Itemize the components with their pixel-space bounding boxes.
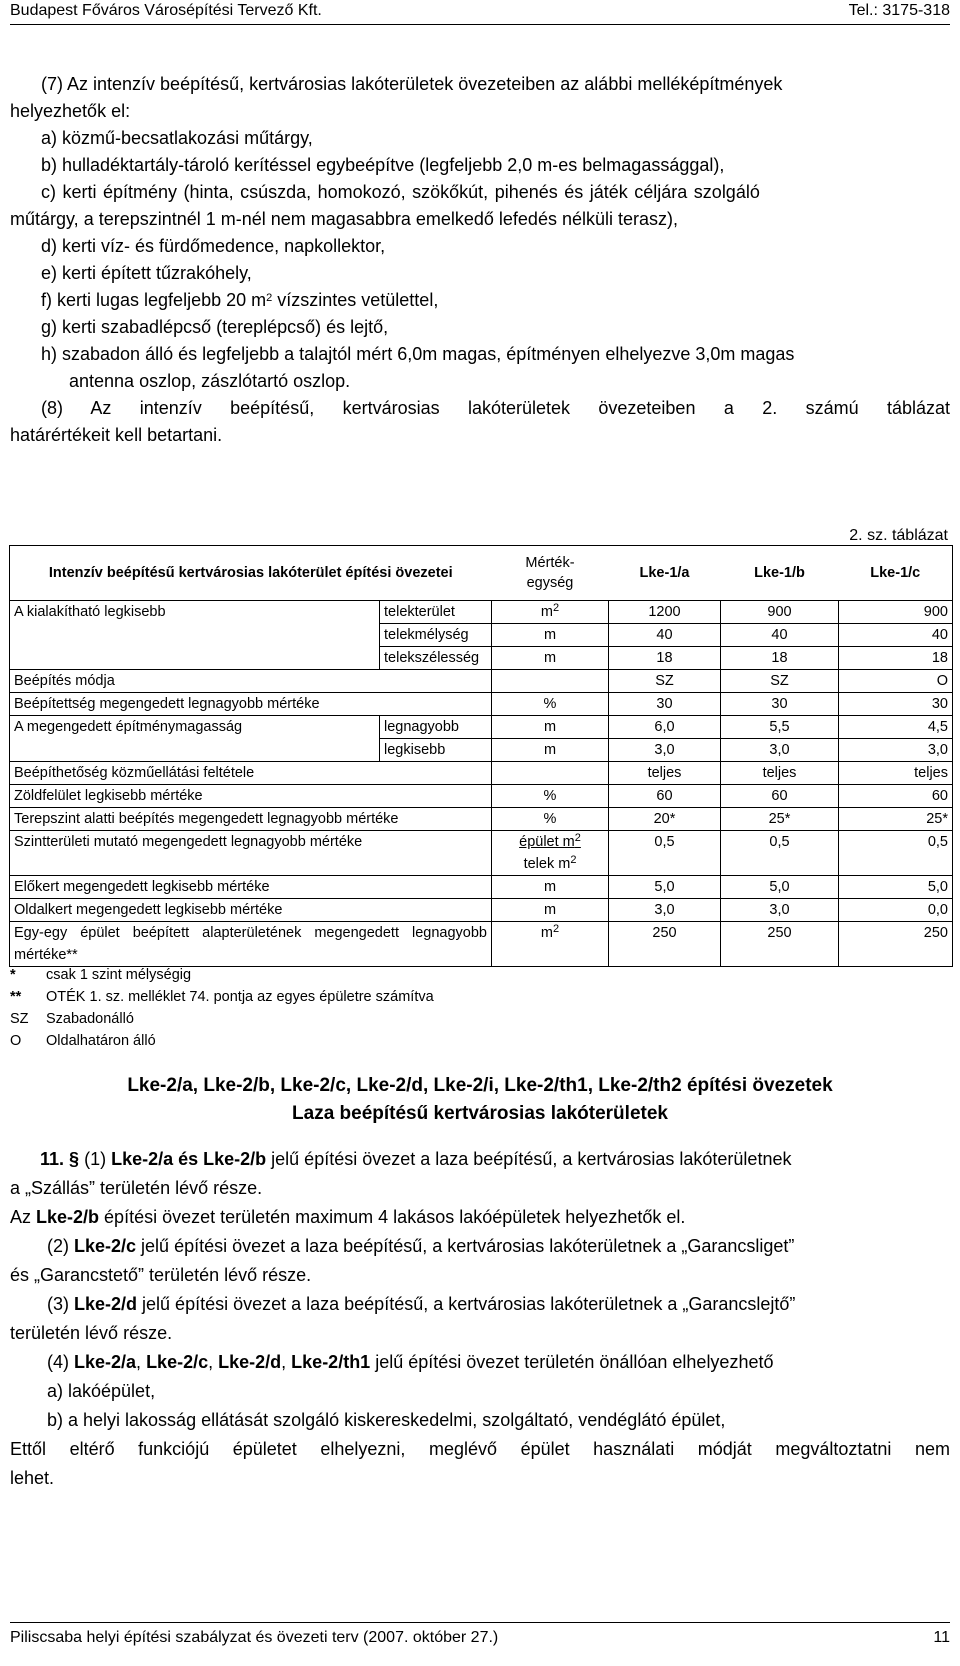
section-11-p1-cont: a „Szállás” területén lévő része. — [10, 1178, 263, 1198]
table-header-lke1a: Lke-1/a — [609, 546, 721, 601]
list-item-a: a) közmű-becsatlakozási műtárgy, — [41, 128, 313, 148]
list-item-g: g) kerti szabadlépcső (tereplépcső) és lejtő, — [41, 317, 389, 337]
list-item-c: c) kerti építmény (hinta, csúszda, homokozó, szökőkút, pihenés és játék céljára szolgáló — [41, 182, 760, 202]
list-item-d: d) kerti víz- és fürdőmedence, napkollektor, — [41, 236, 386, 256]
table-header-lke1c: Lke-1/c — [839, 546, 953, 601]
table-row: telekmélység m 40 40 40 — [10, 624, 953, 647]
table-row: Beépítés módja SZ SZ O — [10, 670, 953, 693]
table-row: Egy-egy épület beépített alapterületének megengedett legnagyobb mértéke** $m^2$ 250 250 250 — [10, 922, 953, 967]
table-row: A megengedett építménymagasság legnagyobb m 6,0 5,5 4,5 — [10, 716, 953, 739]
section-11-p3: (3) Lke-2/d jelű építési övezet a laza beépítésű, a kertvárosias lakóterületnek a „Garancslejtő” — [47, 1294, 796, 1314]
paragraph-7 — [10, 71, 950, 449]
section-11-p3-cont: területén lévő része. — [10, 1323, 173, 1343]
table-header-row — [10, 546, 953, 601]
section-11-p4-item-b: b) a helyi lakosság ellátását szolgáló kiskereskedelmi, szolgáltató, vendéglátó épület, — [47, 1410, 726, 1430]
para7-line2: helyezhetők el: — [10, 101, 131, 121]
note-item: * csak 1 szint mélységig — [10, 967, 192, 983]
table-row: Terepszint alatti beépítés megengedett legnagyobb mértéke % 20* 25* 25* — [10, 808, 953, 831]
table-row: telekszélesség m 18 18 18 — [10, 647, 953, 670]
zone-subheading: Laza beépítésű kertvárosias lakóterületek — [292, 1103, 668, 1124]
para7-line1: (7) Az intenzív beépítésű, kertvárosias lakóterületek övezeteiben az alábbi melléképítmények — [41, 74, 783, 94]
note-item: ** OTÉK 1. sz. melléklet 74. pontja az egyes épületre számítva — [10, 989, 434, 1005]
list-item-c-cont: műtárgy, a terepszintnél 1 m-nél nem magasabbra emelkedő lefedés nélküli terasz), — [10, 209, 678, 229]
table-row: Zöldfelület legkisebb mértéke % 60 60 60 — [10, 785, 953, 808]
header-company: Budapest Főváros Városépítési Tervező Kft. — [10, 2, 322, 19]
table-row: Beépíthetőség közműellátási feltétele teljes teljes teljes — [10, 762, 953, 785]
table-row: Oldalkert megengedett legkisebb mértéke m 3,0 3,0 0,0 — [10, 899, 953, 922]
list-item-b: b) hulladéktartály-tároló kerítéssel egybeépítve (legfeljebb 2,0 m-es belmagassággal), — [41, 155, 725, 175]
note-item: SZ Szabadonálló — [10, 1011, 134, 1027]
table-header-title: Intenzív beépítésű kertvárosias lakóterület építési övezetei — [10, 546, 492, 601]
section-11-p2-cont: és „Garancstető” területén lévő része. — [10, 1265, 312, 1285]
table-header-unit: Mérték- egység — [492, 546, 609, 601]
page-footer — [10, 1622, 950, 1647]
list-item-h: h) szabadon álló és legfeljebb a talajtól mért 6,0m magas, építményen elhelyezve 3,0m magas — [41, 344, 795, 364]
section-11-p2: (2) Lke-2/c jelű építési övezet a laza beépítésű, a kertvárosias lakóterületnek a „Garancsliget” — [47, 1236, 795, 1256]
para8-line2: határértékeit kell betartani. — [10, 425, 223, 445]
note-item: O Oldalhatáron álló — [10, 1033, 156, 1049]
table-header-lke1b: Lke-1/b — [721, 546, 839, 601]
section-11-p4-end: Ettől eltérő funkciójú épületet elhelyezni, meglévő épület használati módját megváltoztatni nem — [10, 1439, 950, 1459]
table-notes — [10, 964, 434, 1052]
para8-line1: (8) Az intenzív beépítésű, kertvárosias lakóterületek övezeteiben a 2. számú táblázat — [41, 398, 950, 418]
footer-page-number: 11 — [933, 1629, 950, 1646]
section-11-p4-end-cont: lehet. — [10, 1468, 55, 1488]
zone-heading: Lke-2/a, Lke-2/b, Lke-2/c, Lke-2/d, Lke-2/i, Lke-2/th1, Lke-2/th2 építési övezetek — [127, 1075, 833, 1096]
section-11-p4-item-a: a) lakóépület, — [47, 1381, 156, 1401]
list-item-f: f) kerti lugas legfeljebb 20 $m^2$ vízszintes vetülettel, — [41, 290, 439, 310]
table-caption: 2. sz. táblázat — [849, 527, 948, 544]
section-11 — [10, 1145, 950, 1493]
table-row: Előkert megengedett legkisebb mértéke m 5,0 5,0 5,0 — [10, 876, 953, 899]
list-item-h-cont: antenna oszlop, zászlótartó oszlop. — [69, 371, 351, 391]
section-11-p4: (4) Lke-2/a, Lke-2/c, Lke-2/d, Lke-2/th1 jelű építési övezet területén önállóan elhelyezhető — [47, 1352, 774, 1372]
table-row: Szintterületi mutató megengedett legnagyobb mértéke épület $m^2$ telek $m^2$ 0,5 0,5 0,5 — [10, 831, 953, 876]
table-row: legkisebb m 3,0 3,0 3,0 — [10, 739, 953, 762]
table-row: A kialakítható legkisebb telekterület $m^2$ 1200 900 900 — [10, 601, 953, 624]
page-header — [10, 2, 950, 25]
footer-document-title: Piliscsaba helyi építési szabályzat és övezeti terv (2007. október 27.) — [10, 1629, 499, 1646]
zoning-table — [9, 545, 953, 967]
section-11-p1: 11. § (1) Lke-2/a és Lke-2/b jelű építési övezet a laza beépítésű, a kertvárosias lakóterületnek — [40, 1149, 792, 1169]
list-item-e: e) kerti épített tűzrakóhely, — [41, 263, 252, 283]
header-phone: Tel.: 3175-318 — [848, 2, 950, 19]
table-row: Beépítettség megengedett legnagyobb mértéke % 30 30 30 — [10, 693, 953, 716]
section-11-p1b: Az Lke-2/b építési övezet területén maximum 4 lakásos lakóépületek helyezhetők el. — [10, 1207, 686, 1227]
